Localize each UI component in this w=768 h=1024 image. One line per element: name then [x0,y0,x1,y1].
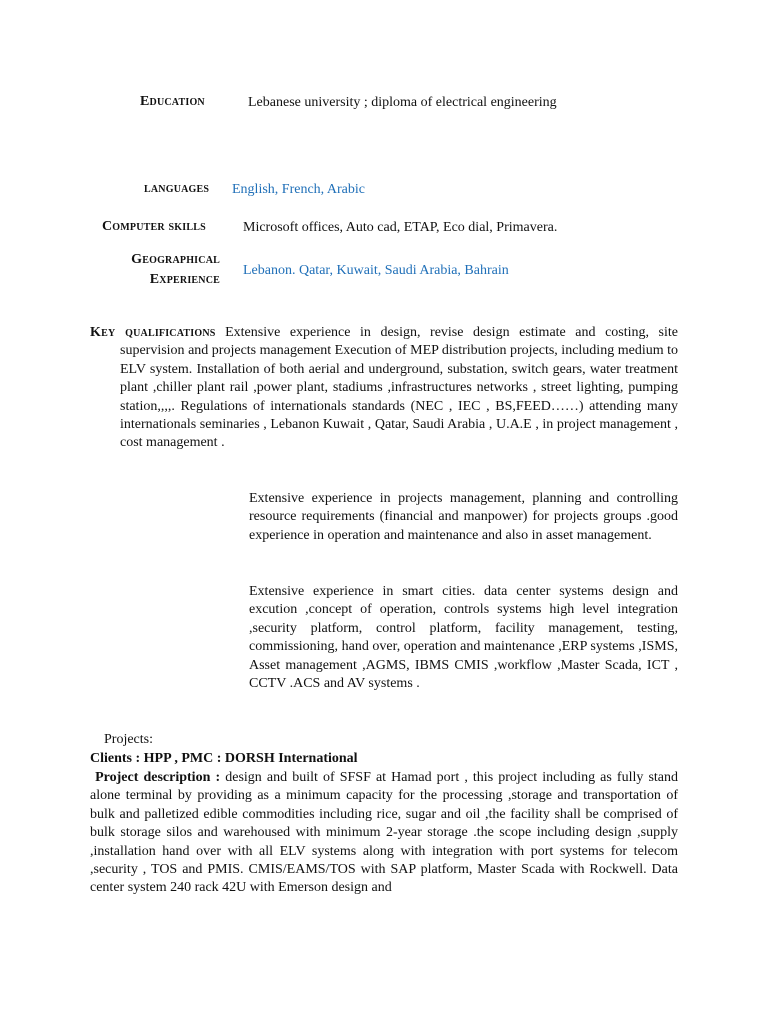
projects-heading: Projects: [104,732,153,747]
key-qualifications-label: Key qualifications [90,325,216,340]
languages-value: English, French, Arabic [232,182,365,197]
qualifications-para-2-text: Extensive experience in projects management, planning and controlling resource requirements (financial and manpower) for projects groups .good experience in operation and maintenance and also in asset management. [249,491,678,543]
computer-skills-label: Computer skills [102,219,206,234]
education-label: Education [140,94,205,109]
education-value: Lebanese university ; diploma of electrical engineering [248,95,557,110]
key-qualifications-block [90,324,678,453]
qualifications-para-3 [249,583,678,693]
geo-experience-value: Lebanon. Qatar, Kuwait, Saudi Arabia, Bahrain [243,263,509,278]
languages-label: languages [144,181,210,196]
project-description-label: Project description : [95,770,221,785]
geo-label-line2: Experience [149,272,220,287]
qualifications-para-3-text: Extensive experience in smart cities. data center systems design and excution ,concept of operation, controls systems high level integration ,security platform, control platform, facility management, testing, commissioning, hand over, operation and maintenance ,ERP systems ,ISMS, Asset management ,AGMS, IBMS CMIS ,workflow ,Master Scada, ICT , CCTV .ACS and AV systems . [249,584,678,692]
qualifications-para-2 [249,490,678,545]
project-description-text: design and built of SFSF at Hamad port , this project including as fully stand alone terminal by providing as a minimum capacity for the processing ,storage and transportation of bulk and palletized edible commodities including rice, sugar and oil ,the facility shall be comprised of bulk storage silos and warehoused with minimum 2-year storage .the scope including design ,supply ,installation hand over with all ELV systems along with integration with port systems for telecom ,security , TOS and PMIS. CMIS/EAMS/TOS with SAP platform, Master Scada with Rockwell. Data center system 240 rack 42U with Emerson design and [90,770,679,896]
projects-clients: Clients : HPP , PMC : DORSH International [90,751,358,766]
key-qualifications-text: Extensive experience in design, revise design estimate and costing, site supervision and projects management Execution of MEP distribution projects, including medium to ELV system. Installation of both aerial and underground, substation, switch gears, water treatment plant ,chiller plant rail ,power plant, stadiums ,infrastructures networks , street lighting, pumping station,,,,. Regulations of internationals standards (NEC , IEC , BS,FEED……) attending many internationals seminaries , Lebanon Kuwait , Qatar, Saudi Arabia , U.A.E , in project management , cost management . [120,325,678,451]
geo-experience-label [131,250,220,290]
geo-label-line1: Geographical [131,252,220,267]
project-description-block [90,769,678,898]
computer-skills-value: Microsoft offices, Auto cad, ETAP, Eco dial, Primavera. [243,220,558,235]
